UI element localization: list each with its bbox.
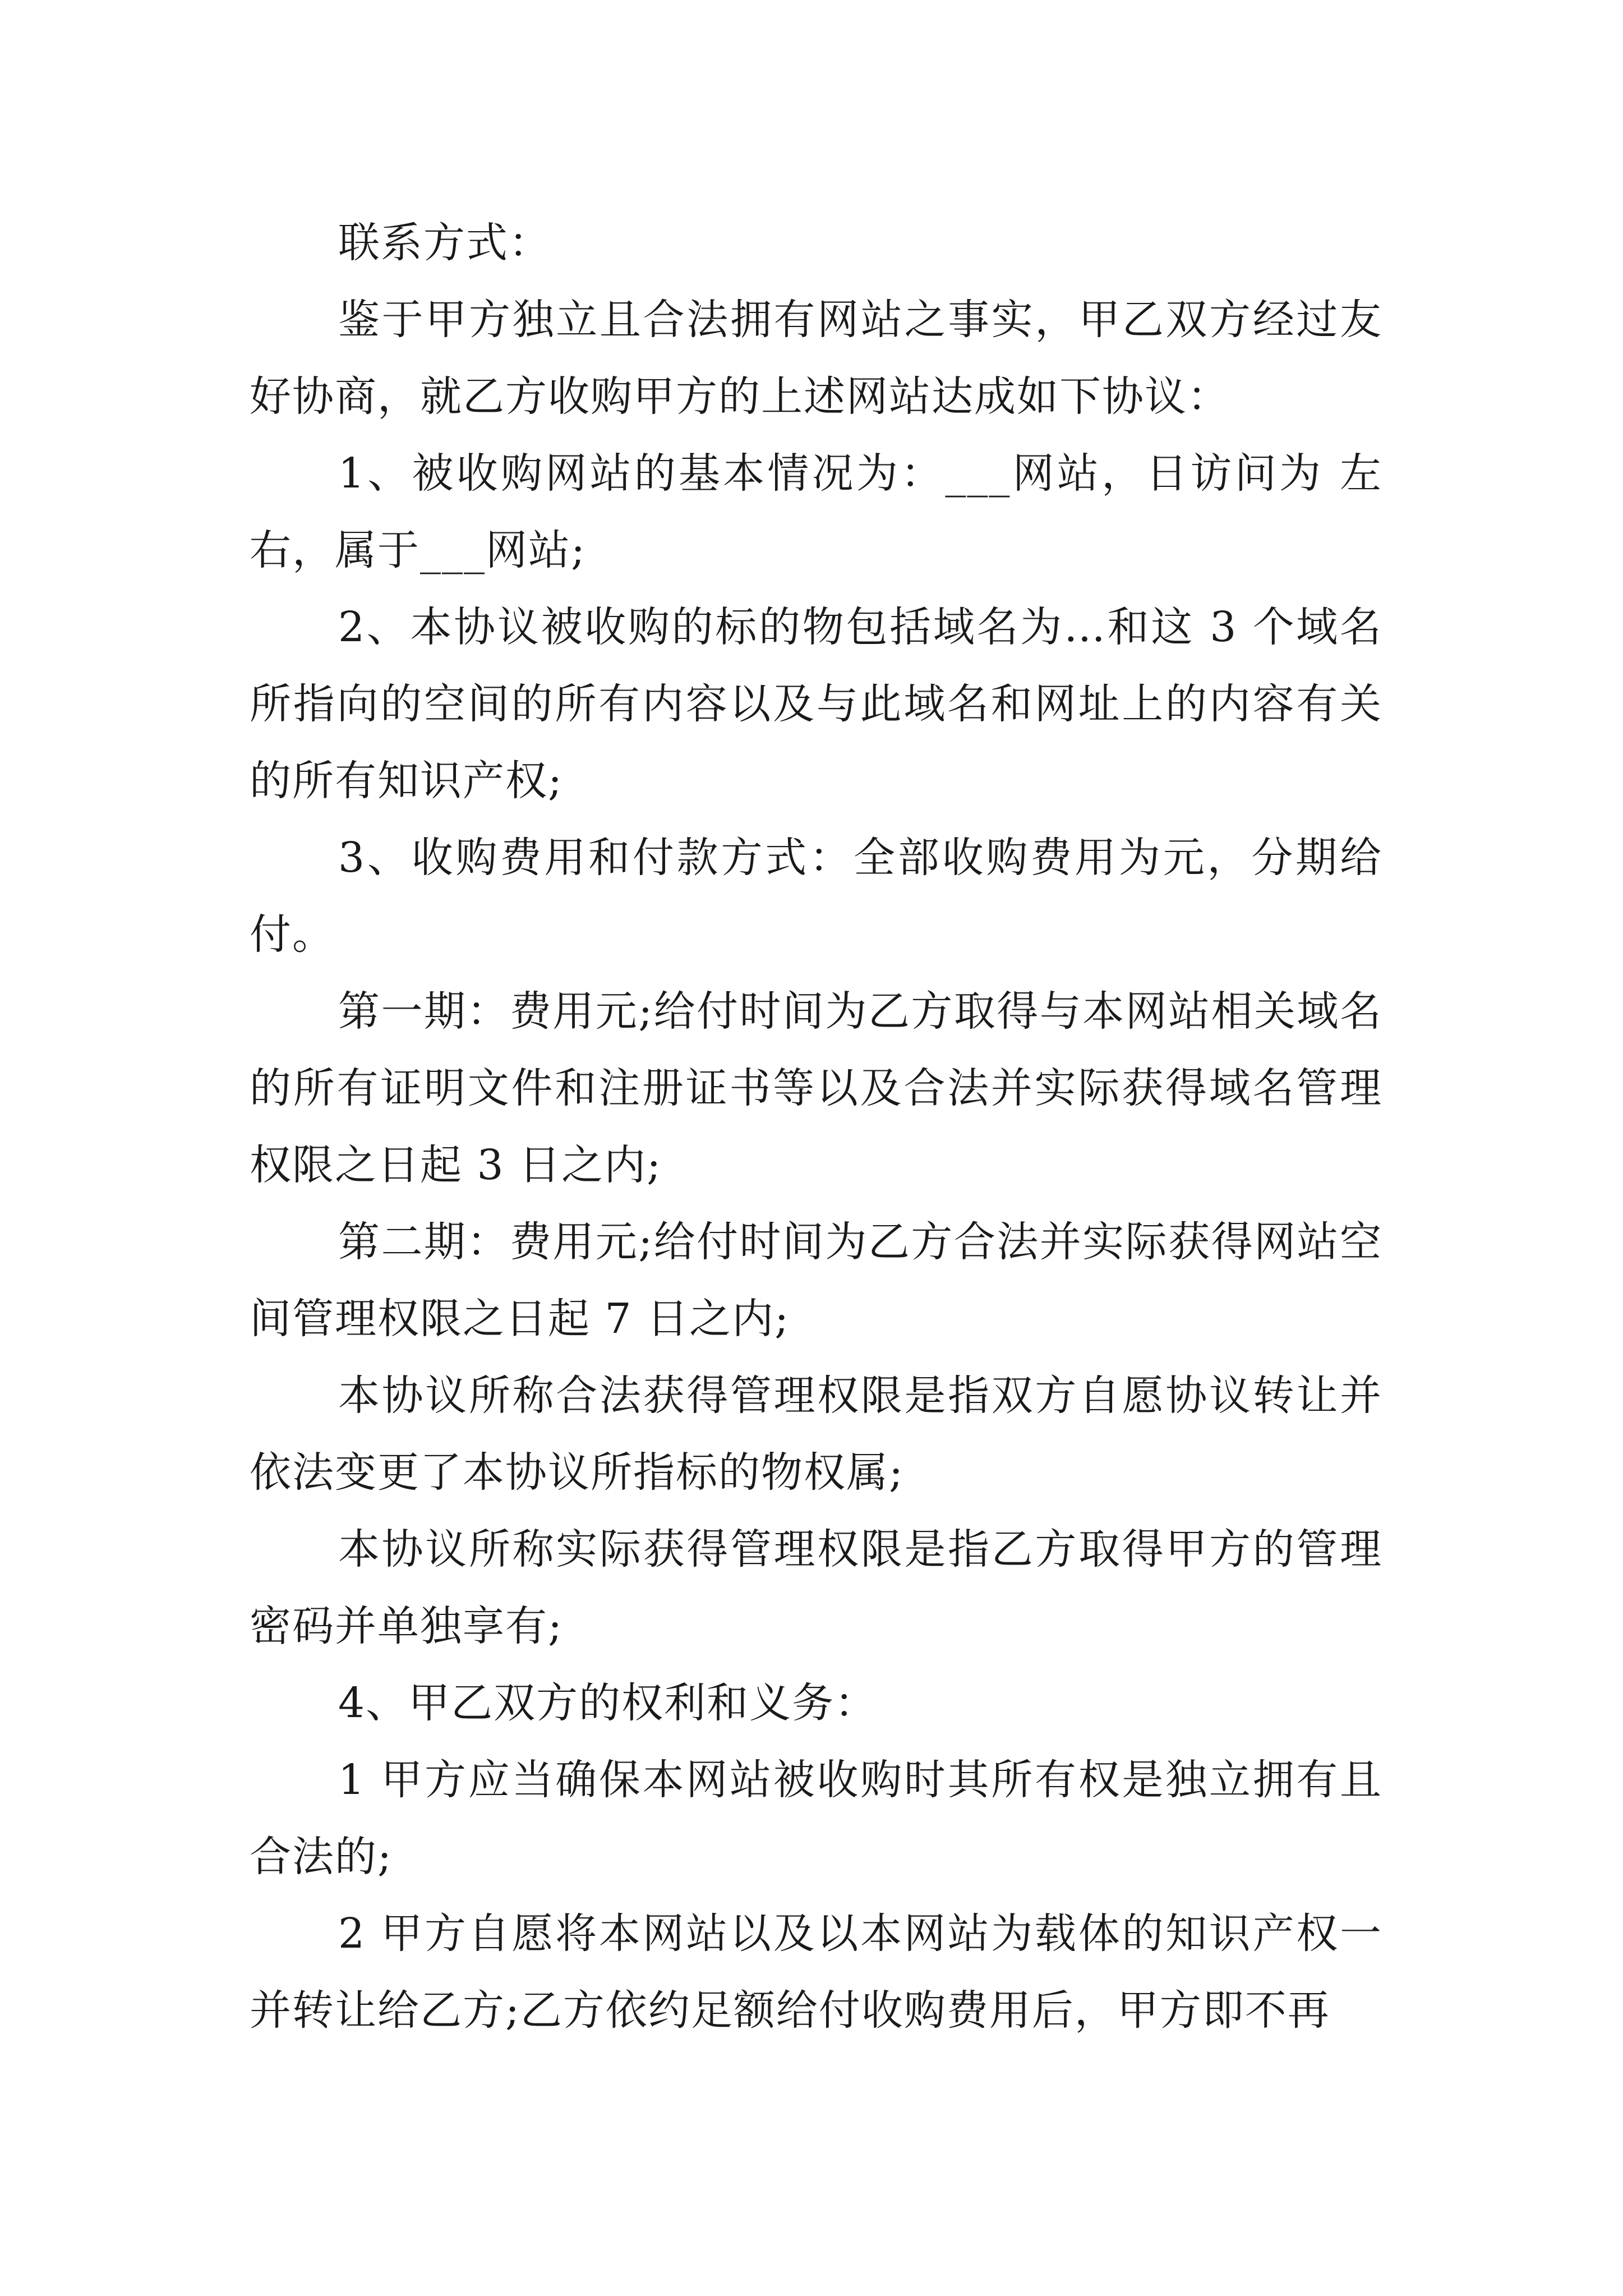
- paragraph-clause-1: 1、被收购网站的基本情况为：___网站，日访问为 左右，属于___网站;: [250, 449, 1382, 574]
- paragraph-second-installment: 第二期：费用元;给付时间为乙方合法并实际获得网站空间管理权限之日起 7 日之内;: [250, 1218, 1382, 1343]
- paragraph-contact: 联系方式：: [338, 219, 551, 267]
- paragraph-clause-3: 3、收购费用和付款方式：全部收购费用为元，分期给付。: [250, 834, 1382, 959]
- paragraph-preamble: 鉴于甲方独立且合法拥有网站之事实，甲乙双方经过友好协商，就乙方收购甲方的上述网站达成如下协议：: [250, 296, 1382, 421]
- paragraph-first-installment: 第一期：费用元;给付时间为乙方取得与本网站相关域名的所有证明文件和注册证书等以及合法并实际获得域名管理权限之日起 3 日之内;: [250, 987, 1382, 1189]
- paragraph-obligation-2: 2 甲方自愿将本网站以及以本网站为载体的知识产权一并转让给乙方;乙方依约足额给付收购费用后，甲方即不再: [250, 1910, 1382, 2035]
- paragraph-legal-definition: 本协议所称合法获得管理权限是指双方自愿协议转让并依法变更了本协议所指标的物权属;: [250, 1372, 1382, 1497]
- document-body: [250, 205, 1382, 2049]
- paragraph-clause-2: 2、本协议被收购的标的物包括域名为…和这 3 个域名所指向的空间的所有内容以及与此域名和网址上的内容有关的所有知识产权;: [250, 603, 1382, 805]
- paragraph-obligation-1: 1 甲方应当确保本网站被收购时其所有权是独立拥有且合法的;: [250, 1756, 1382, 1881]
- paragraph-clause-4: 4、甲乙双方的权利和义务：: [338, 1679, 878, 1727]
- paragraph-actual-definition: 本协议所称实际获得管理权限是指乙方取得甲方的管理密码并单独享有;: [250, 1525, 1382, 1650]
